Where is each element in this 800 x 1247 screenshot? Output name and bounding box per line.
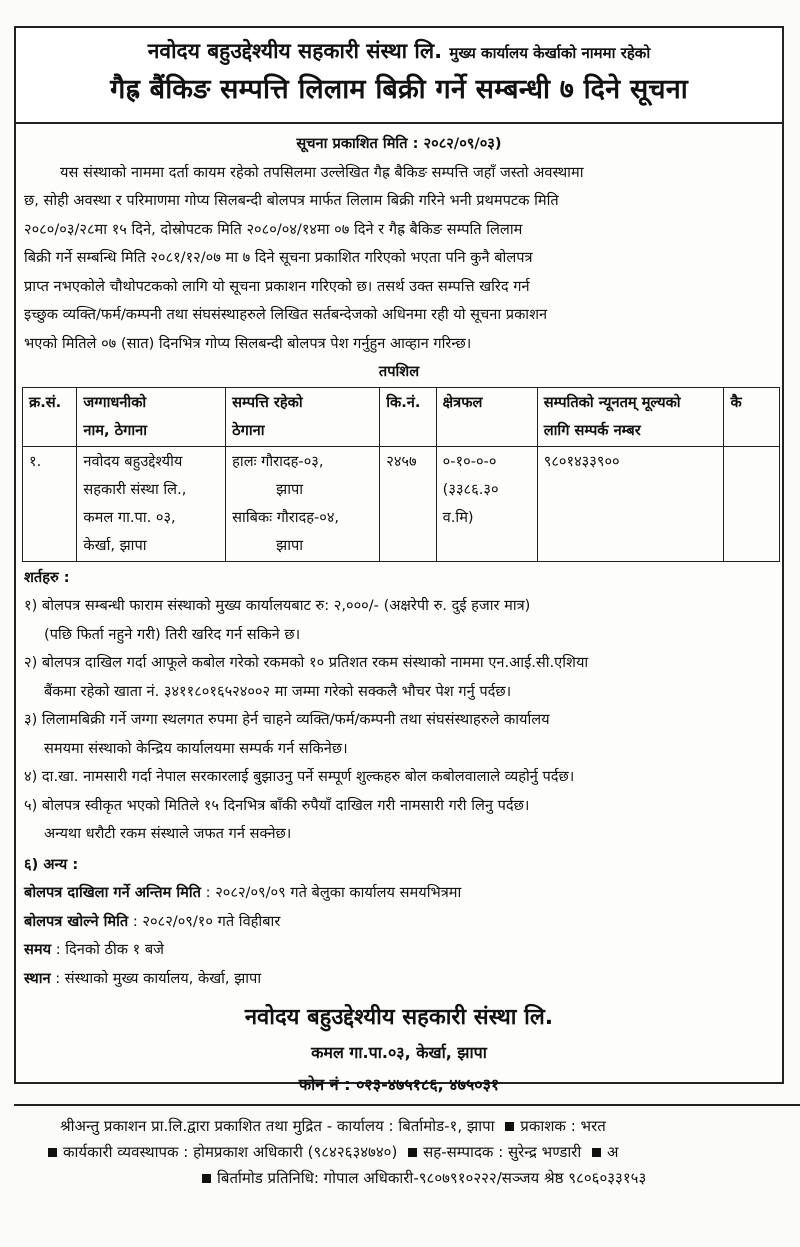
table-cell-remarks [724, 446, 780, 561]
cell-text: झापा [276, 536, 304, 554]
intro-line: २०८०/०३/२८मा १५ दिने, दोस्रोपटक मिति २०८०/०४/१४मा ०७ दिने र गैह्र बैकिङ सम्पति लिलाम [24, 220, 523, 238]
cell-text: व.मि) [442, 508, 474, 526]
co-editor: सह-सम्पादक : सुरेन्द्र भण्डारी [423, 1143, 582, 1161]
divider-line [14, 1104, 800, 1106]
header-office-note: मुख्य कार्यालय केर्खाको नाममा रहेको [449, 44, 651, 62]
square-bullet-icon [202, 1174, 211, 1183]
column-header [23, 387, 77, 446]
property-table [22, 387, 780, 562]
cell-text: ०-१०-०-० [442, 452, 497, 470]
publisher-label: प्रकाशक : भरत [520, 1117, 606, 1135]
detail-value: : दिनको ठीक १ बजे [51, 941, 165, 958]
column-header-text: कै [730, 393, 742, 411]
cell-text: २४५७ [386, 452, 417, 470]
column-header-text: कि.नं. [386, 393, 421, 411]
table-cell-address [226, 446, 380, 561]
detail-row [24, 908, 774, 937]
cell-text: हालः गौरादह-०३, [232, 452, 324, 470]
intro-paragraph [24, 159, 774, 359]
table-cell-owner [77, 446, 226, 561]
column-header-text: ठेगाना [232, 421, 265, 439]
cell-text: (३३८६.३० [442, 480, 499, 498]
square-bullet-icon [48, 1148, 57, 1157]
notice-content [16, 124, 782, 1101]
table-title: तपशिल [378, 363, 420, 380]
detail-row [24, 879, 774, 908]
cell-text: ९८०१४३३९०० [543, 452, 620, 470]
intro-line: बिक्री गर्ने सम्बन्धि मिति २०८१/१२/०७ मा ७ दिने सूचना प्रकाशित गरिएको भएता पनि कुनै बोलपत्र [24, 249, 533, 266]
detail-value: : २०८२/०९/०९ गते बेलुका कार्यालय समयभित्रमा [201, 884, 462, 901]
intro-line: छ, सोही अवस्था र परिमाणमा गोप्य सिलबन्दी बोलपत्र मार्फत लिलाम बिक्री गरिने भनी प्रथमपटक मिति [24, 192, 559, 209]
cell-text: कमल गा.पा. ०३, [83, 508, 176, 526]
header-org-line [16, 36, 782, 68]
detail-label: बोलपत्र खोल्ने मिति [24, 912, 129, 930]
term-line: ३) लिलामबिक्री गर्ने जग्गा स्थलगत रुपमा हेर्न चाहने व्यक्ति/फर्म/कम्पनी तथा संघसंस्थाहरुले कार्यालय [24, 711, 550, 728]
table-row [23, 446, 780, 561]
column-header [537, 387, 724, 446]
cell-text: झापा [276, 480, 304, 498]
publisher-line-1 [60, 1116, 606, 1136]
column-header-text: सम्पत्ति रहेको [232, 393, 303, 411]
truncated-label: अ [607, 1143, 619, 1161]
table-cell-sn [23, 446, 77, 561]
notice-header [16, 28, 782, 124]
cell-text: नवोदय बहुउद्देश्यीय [83, 452, 183, 470]
footer-org-address: कमल गा.पा.०३, केर्खा, झापा [311, 1043, 487, 1062]
detail-row [24, 965, 774, 994]
intro-line: भएको मितिले ०७ (सात) दिनभित्र गोप्य सिलबन्दी बोलपत्र पेश गर्नुहुन आव्हान गरिन्छ। [24, 334, 472, 352]
column-header [436, 387, 537, 446]
table-cell-kitta [380, 446, 436, 561]
term-line: १) बोलपत्र सम्बन्धी फाराम संस्थाको मुख्य कार्यालयबाट रु: २,०००/- (अक्षरेपी रु. दुई हजार मात्र) [24, 597, 531, 614]
column-header-text: लागि सम्पर्क नम्बर [543, 421, 641, 439]
cell-text: १. [29, 452, 42, 470]
footer-organization [24, 999, 774, 1101]
detail-label: समय [24, 941, 52, 958]
term-line: ४) दा.खा. नामसारी गर्दा नेपाल सरकारलाई बुझाउनु पर्ने सम्पूर्ण शुल्कहरु बोल कबोलवालाले व्यहोर्नु पर्दछ। [24, 768, 575, 785]
table-body [23, 446, 780, 561]
term-line: समयमा संस्थाको केन्द्रिय कार्यालयमा सम्पर्क गर्न सकिनेछ। [44, 739, 348, 757]
column-header [226, 387, 380, 446]
column-header [77, 387, 226, 446]
terms-list [24, 592, 774, 849]
cell-text: सहकारी संस्था लि., [83, 480, 187, 498]
other-title: ६) अन्य : [24, 855, 79, 873]
term-line: २) बोलपत्र दाखिल गर्दा आफूले कबोल गरेको रकमको १० प्रतिशत रकम संस्थाको नाममा एन.आई.सी.एशिया [24, 654, 589, 671]
publisher-line-3 [196, 1168, 646, 1188]
column-header-text: जग्गाधनीको [83, 393, 147, 411]
detail-value: : संस्थाको मुख्य कार्यालय, केर्खा, झापा [50, 969, 262, 987]
footer-org-name: नवोदय बहुउद्देश्यीय सहकारी संस्था लि. [244, 1005, 554, 1030]
square-bullet-icon [408, 1148, 417, 1157]
square-bullet-icon [505, 1122, 514, 1131]
column-header-text: क्र.सं. [29, 393, 62, 411]
intro-line: प्राप्त नभएकोले चौथोपटकको लागि यो सूचना प्रकाशन गरिएको छ। तसर्थ उक्त सम्पत्ति खरिद गर्न [24, 277, 530, 295]
column-header [380, 387, 436, 446]
table-cell-area [436, 446, 537, 561]
publication-date: सूचना प्रकाशित मिति : २०८२/०९/०३) [296, 135, 502, 152]
publisher-info: श्रीअन्तु प्रकाशन प्रा.लि.द्वारा प्रकाशित तथा मुद्रित - कार्यालय : बिर्तामोड-१, झापा [60, 1117, 495, 1135]
intro-line: यस संस्थाको नाममा दर्ता कायम रहेको तपसिलमा उल्लेखित गैह्र बैकिङ सम्पत्ति जहाँ जस्तो अवस्थामा [60, 163, 584, 181]
representatives: बिर्तामोड प्रतिनिधि: गोपाल अधिकारी-९८०७९१०२२२/सञ्जय श्रेष्ठ ९८०६०३३१५३ [217, 1169, 647, 1187]
square-bullet-icon [592, 1148, 601, 1157]
detail-value: : २०८२/०९/१० गते विहीबार [128, 912, 281, 930]
cell-text: साबिकः गौरादह-०४, [232, 508, 340, 526]
notice-title: गैह्र बैंकिङ सम्पत्ति लिलाम बिक्री गर्ने सम्बन्धी ७ दिने सूचना [110, 74, 688, 105]
executive-manager: कार्यकारी व्यवस्थापक : होमप्रकाश अधिकारी (९८४२६३४७४०) [63, 1143, 398, 1161]
column-header-text: क्षेत्रफल [442, 393, 483, 411]
header-org-name: नवोदय बहुउद्देश्यीय सहकारी संस्था लि. [147, 39, 443, 63]
detail-row [24, 936, 774, 965]
column-header [724, 387, 780, 446]
term-line: (पछि फिर्ता नहुने गरी) तिरी खरिद गर्न सकिने छ। [44, 625, 301, 643]
table-header-row [23, 387, 780, 446]
cell-text: केर्खा, झापा [83, 536, 147, 554]
term-line: ५) बोलपत्र स्वीकृत भएको मितिले १५ दिनभित्र बाँकी रुपैयाँ दाखिल गरी नामसारी गरी लिनु पर्दछ। [24, 796, 530, 814]
notice-box [14, 26, 784, 1094]
detail-label: स्थान [24, 969, 51, 987]
table-cell-contact [537, 446, 724, 561]
terms-title: शर्तहरु : [24, 568, 70, 586]
term-line: बैंकमा रहेको खाता नं. ३४११८०१६५२४००२ मा जम्मा गरेको सक्कलै भौचर पेश गर्नु पर्दछ। [44, 682, 512, 700]
intro-line: इच्छुक व्यक्ति/फर्म/कम्पनी तथा संघसंस्थाहरुले लिखित सर्तबन्देजको अधिनमा रही यो सूचना प्रकाशन [24, 306, 548, 323]
footer-org-phone: फोन नं : ०२३-४७५१८६, ४७५०३१ [298, 1075, 500, 1094]
publisher-line-2 [42, 1142, 619, 1162]
column-header-text: नाम, ठेगाना [83, 421, 148, 439]
details-list [24, 879, 774, 993]
term-line: अन्यथा धरौटी रकम संस्थाले जफत गर्न सक्नेछ। [44, 825, 292, 842]
detail-label: बोलपत्र दाखिला गर्ने अन्तिम मिति [24, 884, 201, 901]
column-header-text: सम्पतिको न्यूनतम् मूल्यको [543, 393, 681, 411]
